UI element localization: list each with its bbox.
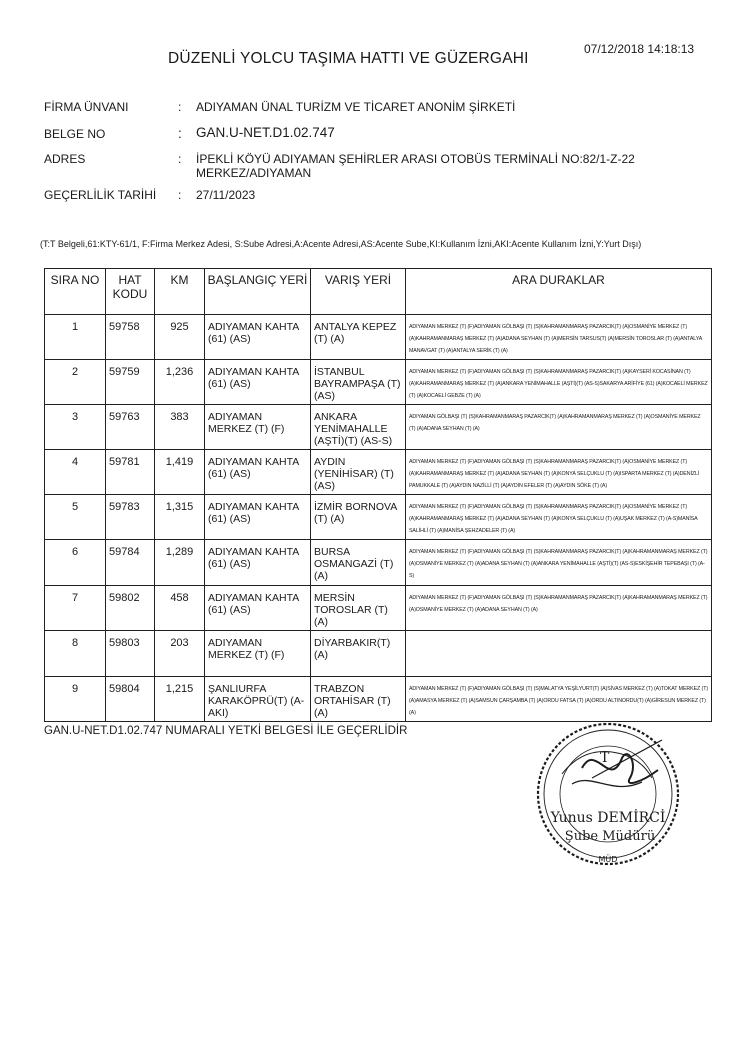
cell-sira: 7 <box>45 586 106 631</box>
cell-hat-kodu: 59783 <box>106 495 155 540</box>
firma-label: FİRMA ÜNVANI <box>44 100 129 114</box>
cell-baslangic: ADIYAMAN KAHTA (61) (AS) <box>205 450 311 495</box>
table-row <box>45 586 712 631</box>
colon: : <box>178 152 182 166</box>
header-varis: VARIŞ YERİ <box>311 269 406 315</box>
cell-ara-duraklar: ADIYAMAN MERKEZ (T) (F)ADIYAMAN GÖLBAŞI (T) (S)MALATYA YEŞİLYURT(T) (A)SİVAS MERKEZ (T) (A)TOKAT MERKEZ (T) (A)AMASYA MERKEZ (T) (A)SAMSUN ÇARŞAMBA (T) (A)ORDU FATSA (T) (A)ORDU ALTINORDU(T) (A)GİRESUN MERKEZ (T) (A) <box>406 677 712 722</box>
svg-text:MÜD: MÜD <box>598 855 618 864</box>
header-ara-duraklar: ARA DURAKLAR <box>406 269 712 315</box>
cell-sira: 5 <box>45 495 106 540</box>
cell-ara-duraklar: ADIYAMAN MERKEZ (T) (F)ADIYAMAN GÖLBAŞI (T) (S)KAHRAMANMARAŞ PAZARCIK(T) (A)OSMANİYE MERKEZ (T) (A)KAHRAMANMARAŞ MERKEZ (T) (A)ADANA SEYHAN (T) (A)KONYA SELÇUKLU (T) (A)UŞAK MERKEZ (T) (A-S)MANİSA SALİHLİ (T) (A)MANİSA ŞEHZADELER (T) (A) <box>406 495 712 540</box>
colon: : <box>178 100 182 114</box>
cell-ara-duraklar <box>406 631 712 677</box>
cell-varis: ANKARA YENİMAHALLE (AŞTİ)(T) (AS-S) <box>311 405 406 450</box>
cell-hat-kodu: 59803 <box>106 631 155 677</box>
cell-varis: ANTALYA KEPEZ (T) (A) <box>311 315 406 360</box>
cell-ara-duraklar: ADIYAMAN MERKEZ (T) (F)ADIYAMAN GÖLBAŞI (T) (S)KAHRAMANMARAŞ PAZARCIK(T) (A)OSMANİYE MERKEZ (T) (A)KAHRAMANMARAŞ MERKEZ (T) (A)ADANA SEYHAN (T) (A)KONYA SELÇUKLU (T) (A)ISPARTA MERKEZ (T) (A)DENİZLİ PAMUKKALE (T) (A)AYDIN NAZİLLİ (T) (A)AYDIN EFELER (T) (A)AYDIN SÖKE (T) (A) <box>406 450 712 495</box>
cell-varis: İZMİR BORNOVA (T) (A) <box>311 495 406 540</box>
stamp-signatory-title: Şube Müdürü <box>564 829 656 844</box>
cell-varis: MERSİN TOROSLAR (T) (A) <box>311 586 406 631</box>
cell-baslangic: ADIYAMAN MERKEZ (T) (F) <box>205 405 311 450</box>
cell-varis: İSTANBUL BAYRAMPAŞA (T) (AS) <box>311 360 406 405</box>
abbreviation-legend: (T:T Belgeli,61:KTY-61/1, F:Firma Merkez Adesi, S:Sube Adresi,A:Acente Adresi,AS:Acente Sube,KI:Kullanım İzni,AKI:Acente Kullanım İzni,Y:Yurt Dışı) <box>40 239 642 249</box>
colon: : <box>178 126 182 141</box>
cell-km: 1,419 <box>155 450 205 495</box>
firma-value: ADIYAMAN ÜNAL TURİZM VE TİCARET ANONİM ŞİRKETİ <box>196 100 516 114</box>
cell-baslangic: ADIYAMAN MERKEZ (T) (F) <box>205 631 311 677</box>
cell-varis: AYDIN (YENİHİSAR) (T) (AS) <box>311 450 406 495</box>
print-timestamp: 07/12/2018 14:18:13 <box>584 42 695 56</box>
table-row <box>45 631 712 677</box>
gecerlilik-label: GEÇERLİLİK TARİHİ <box>44 188 157 202</box>
cell-km: 1,236 <box>155 360 205 405</box>
gecerlilik-value: 27/11/2023 <box>196 188 256 202</box>
cell-sira: 6 <box>45 540 106 586</box>
cell-hat-kodu: 59802 <box>106 586 155 631</box>
cell-sira: 4 <box>45 450 106 495</box>
header-sira: SIRA NO <box>45 269 106 315</box>
cell-sira: 3 <box>45 405 106 450</box>
header-baslangic: BAŞLANGIÇ YERİ <box>205 269 311 315</box>
stamp-signatory-name: Yunus DEMİRCİ <box>550 810 666 826</box>
cell-hat-kodu: 59758 <box>106 315 155 360</box>
cell-hat-kodu: 59804 <box>106 677 155 722</box>
cell-baslangic: ADIYAMAN KAHTA (61) (AS) <box>205 360 311 405</box>
cell-ara-duraklar: ADIYAMAN GÖLBAŞI (T) (S)KAHRAMANMARAŞ PAZARCIK(T) (A)KAHRAMANMARAŞ MERKEZ (T) (A)OSMANİYE MERKEZ (T) (A)ADANA SEYHAN (T) (A) <box>406 405 712 450</box>
routes-table <box>44 268 712 722</box>
cell-baslangic: ADIYAMAN KAHTA (61) (AS) <box>205 586 311 631</box>
cell-km: 925 <box>155 315 205 360</box>
cell-baslangic: ADIYAMAN KAHTA (61) (AS) <box>205 495 311 540</box>
cell-hat-kodu: 59759 <box>106 360 155 405</box>
cell-baslangic: ADIYAMAN KAHTA (61) (AS) <box>205 540 311 586</box>
cell-ara-duraklar: ADIYAMAN MERKEZ (T) (F)ADIYAMAN GÖLBAŞI (T) (S)KAHRAMANMARAŞ PAZARCIK(T) (A)KAYSERİ KOCASİNAN (T) (A)KAHRAMANMARAŞ MERKEZ (T) (A)ANKARA YENİMAHALLE (AŞTİ)(T) (AS-S)SAKARYA ARİFİYE (61) (A)KOCAELİ MERKEZ (T) (A)KOCAELİ GEBZE (T) (A) <box>406 360 712 405</box>
table-row <box>45 495 712 540</box>
belge-label: BELGE NO <box>44 127 106 141</box>
table-row <box>45 450 712 495</box>
header-hat-kodu: HAT KODU <box>106 269 155 315</box>
cell-varis: TRABZON ORTAHİSAR (T) (A) <box>311 677 406 722</box>
document-title: DÜZENLİ YOLCU TAŞIMA HATTI VE GÜZERGAHI <box>168 50 529 67</box>
cell-sira: 8 <box>45 631 106 677</box>
cell-ara-duraklar: ADIYAMAN MERKEZ (T) (F)ADIYAMAN GÖLBAŞI (T) (S)KAHRAMANMARAŞ PAZARCIK(T) (A)KAHRAMANMARAŞ MERKEZ (T) (A)OSMANİYE MERKEZ (T) (A)ADANA SEYHAN (T) (A)ANKARA YENİMAHALLE (AŞTİ)(T) (AS-S)ESKİŞEHİR TEPEBAŞI (T) (A-S) <box>406 540 712 586</box>
svg-text:T: T <box>600 750 610 766</box>
cell-baslangic: ŞANLIURFA KARAKÖPRÜ(T) (A-AKI) <box>205 677 311 722</box>
table-row <box>45 315 712 360</box>
cell-varis: BURSA OSMANGAZİ (T) (A) <box>311 540 406 586</box>
header-km: KM <box>155 269 205 315</box>
cell-km: 1,289 <box>155 540 205 586</box>
adres-label: ADRES <box>44 152 86 166</box>
cell-hat-kodu: 59784 <box>106 540 155 586</box>
cell-km: 383 <box>155 405 205 450</box>
cell-km: 458 <box>155 586 205 631</box>
cell-sira: 2 <box>45 360 106 405</box>
cell-hat-kodu: 59781 <box>106 450 155 495</box>
validity-footer: GAN.U-NET.D1.02.747 NUMARALI YETKİ BELGESİ İLE GEÇERLİDİR <box>44 725 408 737</box>
cell-baslangic: ADIYAMAN KAHTA (61) (AS) <box>205 315 311 360</box>
adres-value: İPEKLİ KÖYÜ ADIYAMAN ŞEHİRLER ARASI OTOBÜS TERMİNALİ NO:82/1-Z-22 MERKEZ/ADIYAMAN <box>196 152 635 180</box>
cell-sira: 9 <box>45 677 106 722</box>
cell-hat-kodu: 59763 <box>106 405 155 450</box>
table-row <box>45 540 712 586</box>
cell-km: 1,315 <box>155 495 205 540</box>
table-header-row <box>45 269 712 315</box>
official-stamp <box>512 712 702 882</box>
cell-ara-duraklar: ADIYAMAN MERKEZ (T) (F)ADIYAMAN GÖLBAŞI (T) (S)KAHRAMANMARAŞ PAZARCIK(T) (A)KAHRAMANMARAŞ MERKEZ (T) (A)OSMANİYE MERKEZ (T) (A)ADANA SEYHAN (T) (A) <box>406 586 712 631</box>
colon: : <box>178 188 182 202</box>
cell-ara-duraklar: ADIYAMAN MERKEZ (T) (F)ADIYAMAN GÖLBAŞI (T) (S)KAHRAMANMARAŞ PAZARCIK(T) (A)OSMANİYE MERKEZ (T) (A)KAHRAMANMARAŞ MERKEZ (T) (A)ADANA SEYHAN (T) (A)MERSİN TARSUS(T) (A)MERSİN TOROSLAR (T) (A)ANTALYA MANAVGAT (T) (A)ANTALYA SERİK (T) (A) <box>406 315 712 360</box>
cell-km: 203 <box>155 631 205 677</box>
belge-value: GAN.U-NET.D1.02.747 <box>196 125 335 140</box>
table-row <box>45 405 712 450</box>
cell-varis: DİYARBAKIR(T) (A) <box>311 631 406 677</box>
table-row <box>45 360 712 405</box>
cell-km: 1,215 <box>155 677 205 722</box>
cell-sira: 1 <box>45 315 106 360</box>
